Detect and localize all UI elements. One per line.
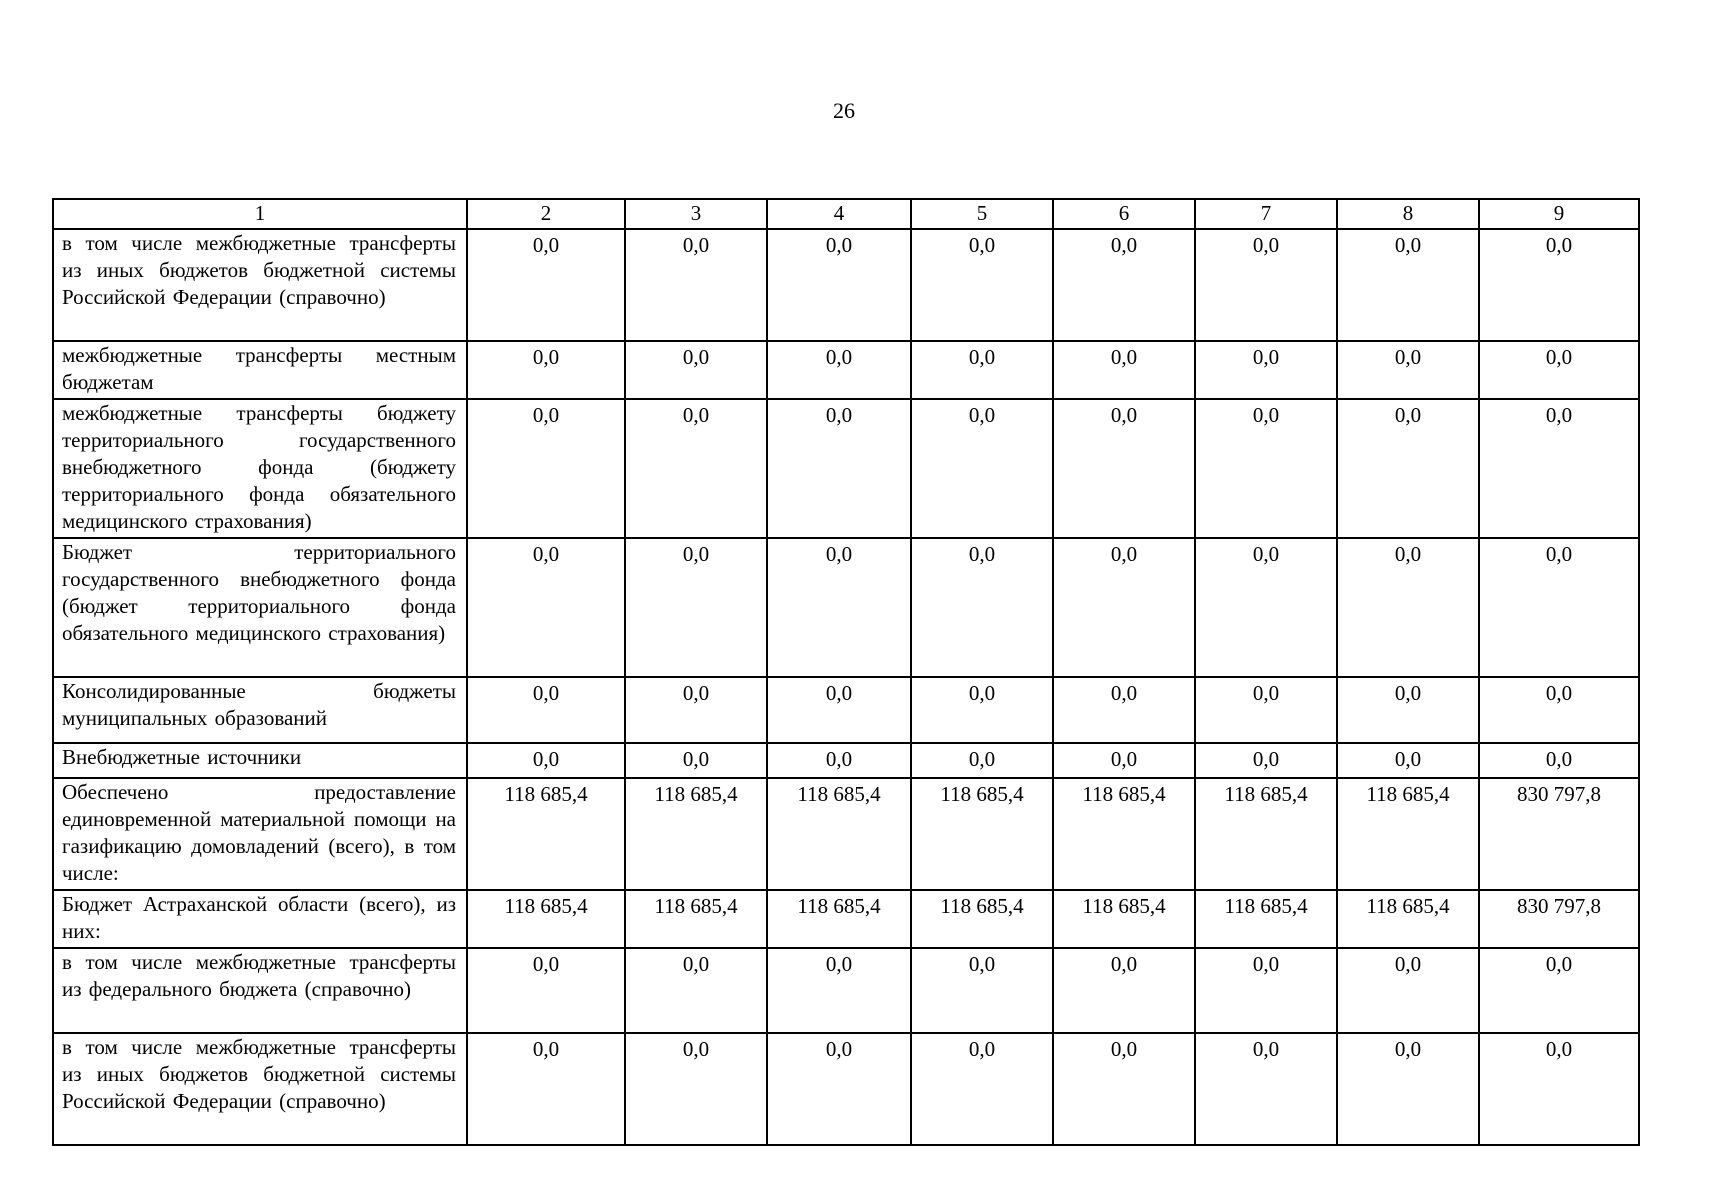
value-cell: 0,0: [1479, 341, 1639, 399]
value-cell: 0,0: [1195, 399, 1337, 538]
table-header-row: [53, 199, 1639, 229]
value-cell: 0,0: [1337, 677, 1479, 743]
column-header: 3: [625, 199, 767, 229]
value-cell: 0,0: [1479, 399, 1639, 538]
column-header: 9: [1479, 199, 1639, 229]
value-cell: 0,0: [467, 538, 625, 677]
value-cell: 0,0: [767, 229, 911, 341]
value-cell: 0,0: [625, 1033, 767, 1145]
value-cell: 0,0: [1337, 229, 1479, 341]
column-header: 4: [767, 199, 911, 229]
value-cell: 0,0: [767, 743, 911, 778]
value-cell: 0,0: [467, 341, 625, 399]
value-cell: 0,0: [625, 399, 767, 538]
table-row: [53, 229, 1639, 341]
value-cell: 0,0: [467, 399, 625, 538]
row-label: Консолидированные бюджеты муниципальных образований: [53, 677, 467, 743]
value-cell: 0,0: [1337, 399, 1479, 538]
value-cell: 0,0: [625, 948, 767, 1033]
value-cell: 0,0: [467, 743, 625, 778]
row-label: в том числе межбюджетные трансферты из иных бюджетов бюджетной системы Российской Федерации (справочно): [53, 1033, 467, 1145]
value-cell: 0,0: [1337, 1033, 1479, 1145]
value-cell: 0,0: [1337, 948, 1479, 1033]
table-row: [53, 538, 1639, 677]
row-label: Бюджет территориального государственного внебюджетного фонда (бюджет территориального фонда обязательного медицинского страхования): [53, 538, 467, 677]
table-row: [53, 677, 1639, 743]
value-cell: 118 685,4: [467, 778, 625, 890]
value-cell: 0,0: [1195, 948, 1337, 1033]
value-cell: 0,0: [1337, 341, 1479, 399]
value-cell: 0,0: [911, 743, 1053, 778]
value-cell: 0,0: [1053, 399, 1195, 538]
value-cell: 0,0: [625, 538, 767, 677]
value-cell: 0,0: [911, 1033, 1053, 1145]
value-cell: 0,0: [1195, 743, 1337, 778]
value-cell: 118 685,4: [1337, 778, 1479, 890]
value-cell: 0,0: [767, 948, 911, 1033]
row-label: Внебюджетные источники: [53, 743, 467, 778]
value-cell: 0,0: [1195, 229, 1337, 341]
row-label: Обеспечено предоставление единовременной материальной помощи на газификацию домовладений (всего), в том числе:: [53, 778, 467, 890]
value-cell: 0,0: [1053, 538, 1195, 677]
column-header: 2: [467, 199, 625, 229]
table-row: [53, 743, 1639, 778]
value-cell: 0,0: [767, 1033, 911, 1145]
table-row: [53, 341, 1639, 399]
row-label: межбюджетные трансферты местным бюджетам: [53, 341, 467, 399]
column-header: 7: [1195, 199, 1337, 229]
value-cell: 0,0: [467, 1033, 625, 1145]
row-label: в том числе межбюджетные трансферты из иных бюджетов бюджетной системы Российской Федерации (справочно): [53, 229, 467, 341]
column-header: 6: [1053, 199, 1195, 229]
value-cell: 0,0: [1195, 677, 1337, 743]
value-cell: 0,0: [1053, 229, 1195, 341]
value-cell: 0,0: [1195, 538, 1337, 677]
value-cell: 118 685,4: [767, 890, 911, 948]
value-cell: 0,0: [1479, 1033, 1639, 1145]
value-cell: 118 685,4: [625, 890, 767, 948]
value-cell: 0,0: [625, 743, 767, 778]
value-cell: 118 685,4: [911, 778, 1053, 890]
value-cell: 118 685,4: [1195, 890, 1337, 948]
value-cell: 0,0: [625, 341, 767, 399]
table-row: [53, 1033, 1639, 1145]
value-cell: 0,0: [911, 948, 1053, 1033]
value-cell: 118 685,4: [1053, 890, 1195, 948]
value-cell: 0,0: [767, 399, 911, 538]
value-cell: 0,0: [1479, 948, 1639, 1033]
budget-table: [52, 198, 1640, 1146]
value-cell: 0,0: [767, 677, 911, 743]
value-cell: 0,0: [467, 948, 625, 1033]
value-cell: 0,0: [1053, 1033, 1195, 1145]
value-cell: 0,0: [1053, 677, 1195, 743]
value-cell: 118 685,4: [1195, 778, 1337, 890]
table-row: [53, 778, 1639, 890]
value-cell: 0,0: [467, 229, 625, 341]
value-cell: 0,0: [1195, 341, 1337, 399]
table-row: [53, 399, 1639, 538]
value-cell: 0,0: [1337, 743, 1479, 778]
row-label: в том числе межбюджетные трансферты из федерального бюджета (справочно): [53, 948, 467, 1033]
value-cell: 0,0: [467, 677, 625, 743]
column-header: 8: [1337, 199, 1479, 229]
value-cell: 0,0: [1337, 538, 1479, 677]
column-header: 1: [53, 199, 467, 229]
value-cell: 0,0: [1479, 538, 1639, 677]
value-cell: 118 685,4: [911, 890, 1053, 948]
value-cell: 0,0: [911, 399, 1053, 538]
value-cell: 0,0: [625, 677, 767, 743]
row-label: Бюджет Астраханской области (всего), из них:: [53, 890, 467, 948]
value-cell: 0,0: [1053, 341, 1195, 399]
value-cell: 830 797,8: [1479, 890, 1639, 948]
value-cell: 0,0: [767, 341, 911, 399]
value-cell: 0,0: [911, 341, 1053, 399]
value-cell: 118 685,4: [625, 778, 767, 890]
row-label: межбюджетные трансферты бюджету территориального государственного внебюджетного фонда (бюджету территориального фонда обязательного медицинского страхования): [53, 399, 467, 538]
value-cell: 118 685,4: [1053, 778, 1195, 890]
value-cell: 0,0: [625, 229, 767, 341]
value-cell: 830 797,8: [1479, 778, 1639, 890]
value-cell: 0,0: [1195, 1033, 1337, 1145]
value-cell: 0,0: [911, 538, 1053, 677]
value-cell: 0,0: [911, 229, 1053, 341]
page-number: 26: [833, 98, 855, 123]
value-cell: 0,0: [767, 538, 911, 677]
value-cell: 0,0: [1479, 229, 1639, 341]
table-row: [53, 890, 1639, 948]
value-cell: 0,0: [1053, 743, 1195, 778]
value-cell: 0,0: [911, 677, 1053, 743]
value-cell: 118 685,4: [1337, 890, 1479, 948]
value-cell: 118 685,4: [467, 890, 625, 948]
value-cell: 0,0: [1479, 677, 1639, 743]
value-cell: 118 685,4: [767, 778, 911, 890]
table-row: [53, 948, 1639, 1033]
value-cell: 0,0: [1053, 948, 1195, 1033]
value-cell: 0,0: [1479, 743, 1639, 778]
column-header: 5: [911, 199, 1053, 229]
